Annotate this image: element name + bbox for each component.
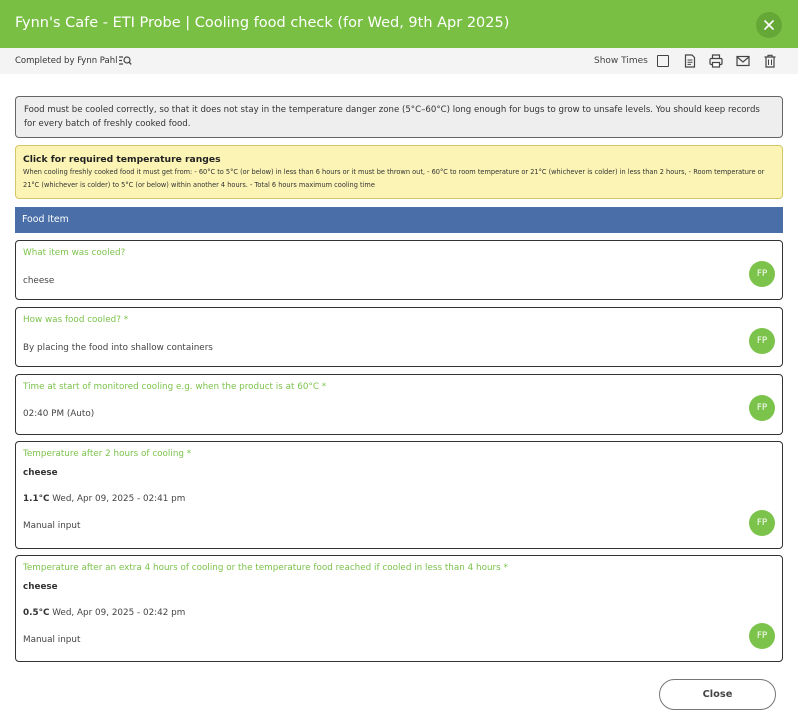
input-method: Manual input <box>23 521 81 531</box>
timestamp: Wed, Apr 09, 2025 - 02:42 pm <box>52 608 186 618</box>
show-times-checkbox[interactable] <box>657 55 669 67</box>
timestamp: Wed, Apr 09, 2025 - 02:41 pm <box>52 494 186 504</box>
document-icon[interactable] <box>683 54 697 68</box>
question-label: Temperature after an extra 4 hours of cooling or the temperature food reached if cooled in less than 4 hours * <box>23 563 508 573</box>
info-box: Food must be cooled correctly, so that it does not stay in the temperature danger zone (5°C–60°C) long enough for bugs to grow to unsafe levels. You should keep records for every batch of freshly cooked food. <box>15 96 783 138</box>
item-name: cheese <box>23 468 58 478</box>
answer-text: cheese <box>23 276 55 286</box>
completed-by-label: Completed by Fynn Pahl <box>15 56 118 66</box>
question-label: Time at start of monitored cooling e.g. when the product is at 60°C * <box>23 382 327 392</box>
page-title: Fynn's Cafe - ETI Probe | Cooling food check (for Wed, 9th Apr 2025) <box>15 15 510 31</box>
temperature-card <box>15 555 783 662</box>
email-icon[interactable] <box>736 54 750 68</box>
search-list-icon[interactable] <box>118 54 132 67</box>
temperature-value: 0.5°C <box>23 608 50 618</box>
question-label: What item was cooled? <box>23 248 126 258</box>
toolbar <box>0 48 798 74</box>
question-card <box>15 374 783 435</box>
temperature-card <box>15 441 783 549</box>
question-label: Temperature after 2 hours of cooling * <box>23 449 192 459</box>
ranges-text: When cooling freshly cooked food it must get from: - 60°C to 5°C (or below) in less than 6 hours or it must be thrown out, - 60°C to room temperature or 21°C (whichever is colder) in less than 2 hours, - Room temperature or 21°C (whichever is colder) to 5°C (or below) within another 4 hours. - Total 6 hours maximum cooling time <box>23 168 765 189</box>
avatar: FP <box>749 328 775 354</box>
avatar: FP <box>749 623 775 649</box>
avatar: FP <box>749 395 775 421</box>
close-button[interactable]: Close <box>659 679 776 710</box>
temperature-ranges-box[interactable] <box>15 145 783 199</box>
close-icon[interactable] <box>756 12 782 38</box>
section-title: Food Item <box>22 214 69 225</box>
question-label: How was food cooled? * <box>23 315 129 325</box>
question-card <box>15 307 783 367</box>
input-method: Manual input <box>23 635 81 645</box>
show-times-label: Show Times <box>594 56 648 66</box>
trash-icon[interactable] <box>763 54 777 68</box>
question-card <box>15 240 783 300</box>
item-name: cheese <box>23 582 58 592</box>
answer-text: 02:40 PM (Auto) <box>23 409 95 419</box>
answer-text: By placing the food into shallow containers <box>23 343 213 353</box>
modal-header <box>0 0 798 48</box>
avatar: FP <box>749 510 775 536</box>
ranges-title[interactable]: Click for required temperature ranges <box>23 154 221 165</box>
temperature-value: 1.1°C <box>23 494 50 504</box>
print-icon[interactable] <box>709 54 723 68</box>
section-header <box>15 207 783 233</box>
avatar: FP <box>749 261 775 287</box>
